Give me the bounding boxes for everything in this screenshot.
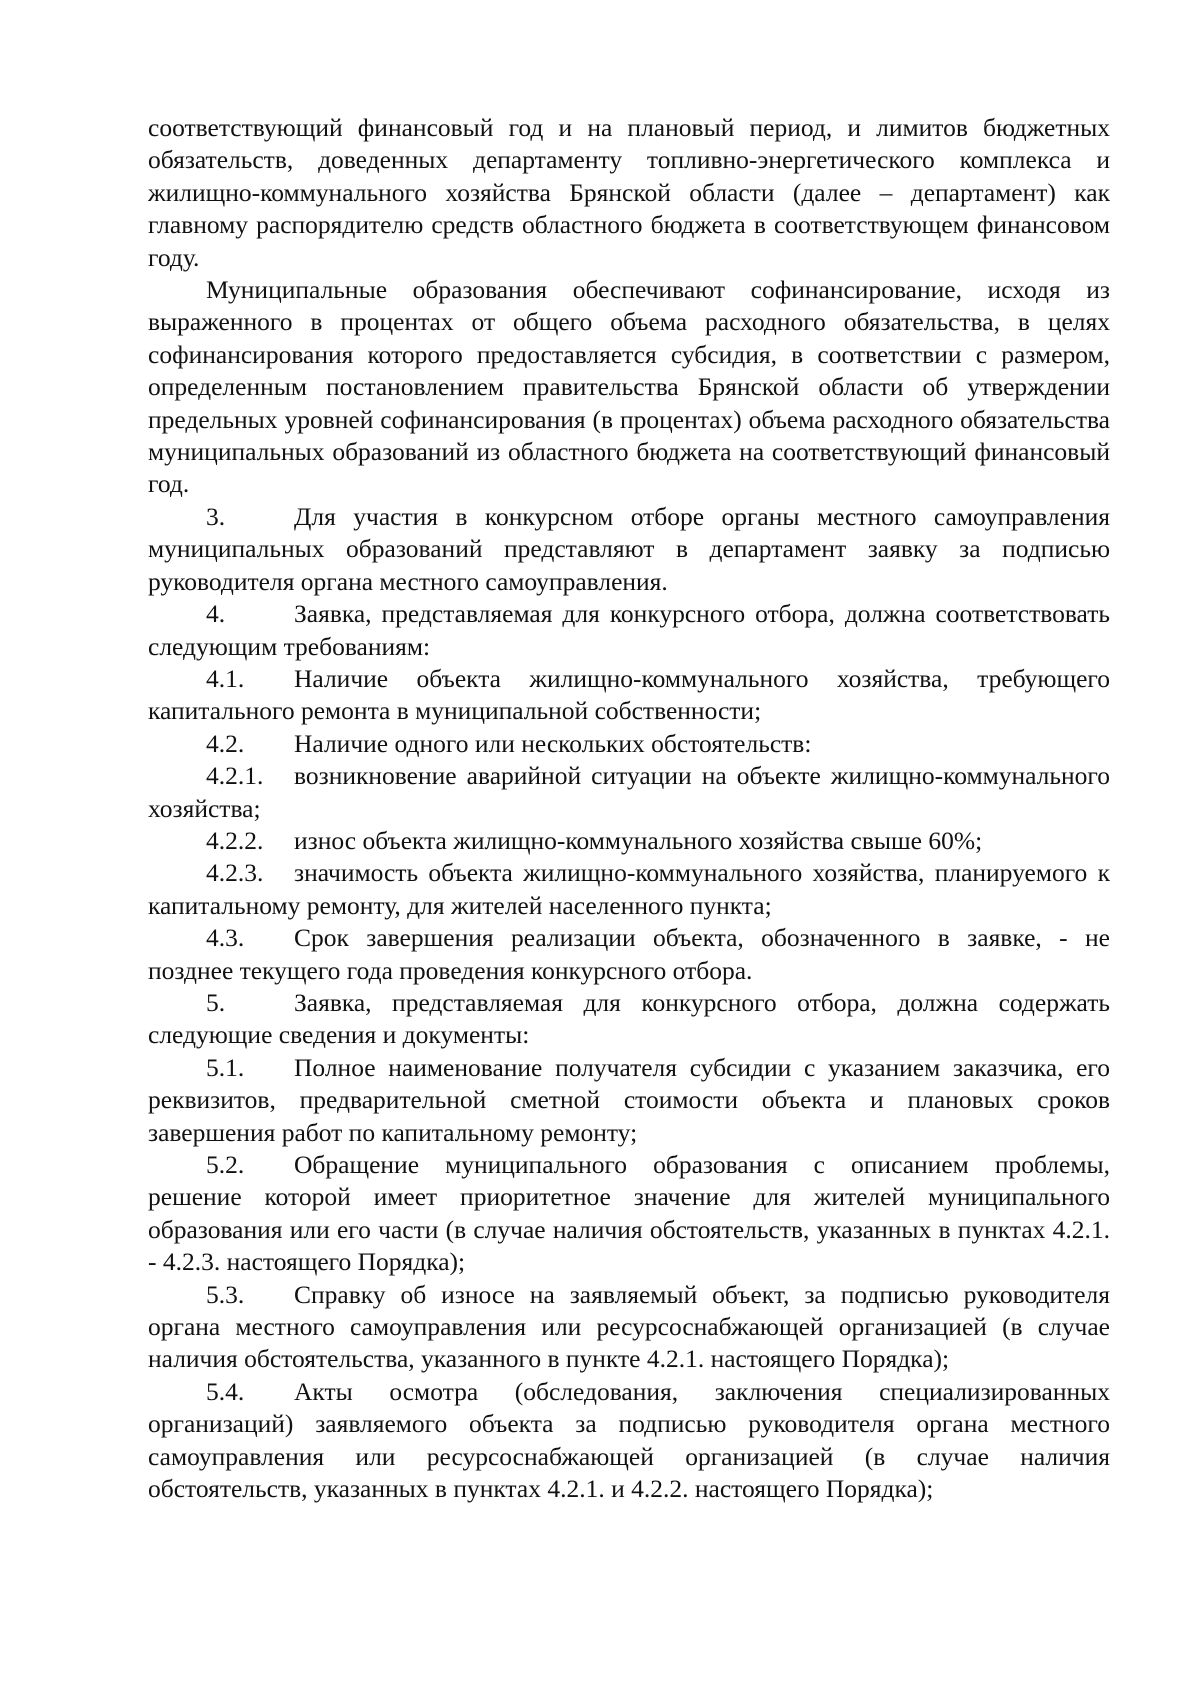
clause-4-3 — [148, 922, 1110, 987]
clause-number: 3. — [206, 501, 226, 531]
clause-4-2-1 — [148, 760, 1110, 825]
clause-text: Заявка, представляемая для конкурсного отбора, должна содержать следующие сведения и документы: — [148, 987, 1110, 1050]
clause-number: 5. — [206, 987, 226, 1017]
clause-number: 5.3. — [206, 1279, 245, 1309]
clause-number: 4. — [206, 599, 226, 629]
clause-text: возникновение аварийной ситуации на объекте жилищно-коммунального хозяйства; — [148, 761, 1110, 823]
clause-number: 4.2. — [206, 728, 245, 758]
clause-text: Наличие одного или нескольких обстоятельств: — [294, 728, 812, 758]
clause-4-1 — [148, 663, 1110, 728]
clause-number: 4.2.3. — [206, 858, 264, 888]
clause-4 — [148, 598, 1110, 663]
clause-text: Акты осмотра (обследования, заключения специализированных организаций) заявляемого объекта за подписью руководителя органа местного самоуправления или ресурсоснабжающей организацией (в случае наличия обстоятельств, указанных в пунктах 4.2.1. и 4.2.2. настоящего Порядка); — [148, 1376, 1110, 1504]
clause-5-2 — [148, 1149, 1110, 1279]
clause-text: износ объекта жилищно-коммунального хозяйства свыше 60%; — [294, 825, 983, 855]
clause-number: 5.2. — [206, 1150, 245, 1179]
clause-5-4 — [148, 1376, 1110, 1506]
clause-3 — [148, 501, 1110, 598]
paragraph-text: соответствующий финансовый год и на плановый период, и лимитов бюджетных обязательств, доведенных департаменту топливно-энергетического комплекса и жилищно-коммунального хозяйства Брянской области (далее – департамент) как главному распорядителю средств областного бюджета в соответствующем финансовом году. — [148, 113, 1110, 272]
clause-4-2-2 — [148, 825, 1110, 857]
clause-text: Обращение муниципального образования с описанием проблемы, решение которой имеет приоритетное значение для жителей муниципального образования или его части (в случае наличия обстоятельств, указанных в пунктах 4.2.1. - 4.2.3. настоящего Порядка); — [148, 1150, 1110, 1277]
paragraph-text: Муниципальные образования обеспечивают софинансирование, исходя из выраженного в процентах от общего объема расходного обязательства, в целях софинансирования которого предоставляется субсидия, в соответствии с размером, определенным постановлением правительства Брянской области об утверждении предельных уровней софинансирования (в процентах) объема расходного обязательства муниципальных образований из областного бюджета на соответствующий финансовый год. — [148, 275, 1110, 499]
clause-number: 4.1. — [206, 663, 245, 693]
clause-4-2 — [148, 728, 1110, 760]
clause-text: Справку об износе на заявляемый объект, за подписью руководителя органа местного самоуправления или ресурсоснабжающей организацией (в случае наличия обстоятельства, указанного в пункте 4.2.1. настоящего Порядка); — [148, 1279, 1110, 1374]
clause-5 — [148, 987, 1110, 1052]
paragraph-continuation — [148, 112, 1110, 274]
paragraph-cofinancing — [148, 274, 1110, 501]
clause-5-3 — [148, 1279, 1110, 1376]
clause-text: Полное наименование получателя субсидии с указанием заказчика, его реквизитов, предварительной сметной стоимости объекта и плановых сроков завершения работ по капитальному ремонту; — [148, 1052, 1110, 1147]
clause-number: 5.1. — [206, 1052, 245, 1082]
clause-number: 4.2.1. — [206, 761, 264, 791]
clause-number: 4.3. — [206, 923, 245, 953]
clause-4-2-3 — [148, 857, 1110, 922]
clause-number: 5.4. — [206, 1376, 245, 1406]
clause-number: 4.2.2. — [206, 825, 264, 855]
clause-5-1 — [148, 1052, 1110, 1149]
clause-text: Заявка, представляемая для конкурсного отбора, должна соответствовать следующим требованиям: — [148, 599, 1110, 661]
clause-text: Срок завершения реализации объекта, обозначенного в заявке, - не позднее текущего года проведения конкурсного отбора. — [148, 923, 1110, 985]
clause-text: значимость объекта жилищно-коммунального хозяйства, планируемого к капитальному ремонту, для жителей населенного пункта; — [148, 858, 1110, 920]
clause-text: Для участия в конкурсном отборе органы местного самоуправления муниципальных образований представляют в департамент заявку за подписью руководителя органа местного самоуправления. — [148, 501, 1110, 596]
clause-text: Наличие объекта жилищно-коммунального хозяйства, требующего капитального ремонта в муниципальной собственности; — [148, 663, 1110, 726]
